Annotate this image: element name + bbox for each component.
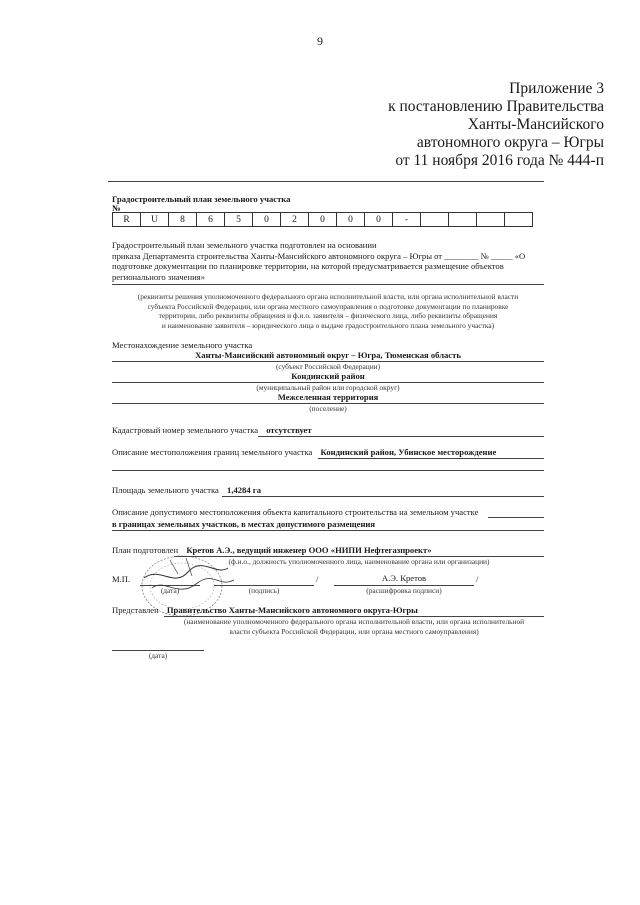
code-cell xyxy=(477,213,505,227)
presented-date-hint: (дата) xyxy=(148,651,168,660)
appendix-line: автономного округа – Югры xyxy=(416,134,604,151)
code-cell: - xyxy=(393,213,421,227)
basis-hint xyxy=(112,292,544,330)
location-district: Кондинский район xyxy=(291,371,365,381)
location-subject: Ханты-Мансийский автономный округ – Югра, Тюменская область xyxy=(195,350,461,360)
code-cell: R xyxy=(113,213,141,227)
page-number: 9 xyxy=(317,34,323,48)
basis-line: Градостроительный план земельного участка подготовлен на основании xyxy=(112,240,377,250)
prepared-hint: (ф.и.о., должность уполномоченного лица, наименование органа или организации) xyxy=(228,557,490,566)
code-cell: 0 xyxy=(337,213,365,227)
cadastral-label: Кадастровый номер земельного участка xyxy=(112,425,259,435)
basis-line: регионального значения» xyxy=(112,271,205,282)
code-cell xyxy=(449,213,477,227)
boundaries-label: Описание местоположения границ земельного участка xyxy=(112,447,313,457)
presented-hint xyxy=(164,617,544,636)
hint-line: (наименование уполномоченного федерального органа исполнительной власти, или органа исполнительной xyxy=(183,617,525,626)
hint-line: власти субъекта Российской Федерации, или органа местного самоуправления) xyxy=(229,626,479,636)
placement-value: в границах земельных участков, в местах допустимого размещения xyxy=(112,519,376,529)
divider xyxy=(488,517,544,518)
prepared-value: Кретов А.Э., ведущий инженер ООО «НИПИ Нефтегазпроект» xyxy=(186,545,432,555)
code-cell: 6 xyxy=(197,213,225,227)
presented-value: Правительство Ханты-Мансийского автономного округа-Югры xyxy=(166,605,418,615)
code-cell: 0 xyxy=(253,213,281,227)
cadastral-row xyxy=(112,425,312,436)
divider xyxy=(318,458,544,459)
hint-line: и наименование заявителя – юридического лица о выдаче градостроительного плана земельного участка) xyxy=(161,320,495,330)
divider xyxy=(112,530,544,531)
hint-line: субъекта Российской Федерации, или органа местного самоуправления о подготовке документации по планировке xyxy=(147,301,509,311)
divider xyxy=(112,470,544,471)
code-cell: 8 xyxy=(169,213,197,227)
code-cell: U xyxy=(141,213,169,227)
code-cell: 0 xyxy=(309,213,337,227)
divider xyxy=(222,496,544,497)
divider xyxy=(258,436,544,437)
code-cell: 5 xyxy=(225,213,253,227)
signer-hint: (расшифровка подписи) xyxy=(366,586,442,595)
appendix-line: к постановлению Правительства xyxy=(388,98,604,115)
appendix-line: от 11 ноября 2016 года № 444-п xyxy=(395,152,604,169)
slash-sep: / xyxy=(476,574,479,584)
appendix-header xyxy=(304,80,604,170)
gpzu-title: Градостроительный план земельного участка xyxy=(112,194,291,204)
basis-block xyxy=(112,240,544,282)
presented-label: Представлен xyxy=(112,605,159,615)
sign-hint: (подпись) xyxy=(248,586,280,595)
code-cell: 0 xyxy=(365,213,393,227)
divider xyxy=(112,284,544,285)
subject-hint: (субъект Российской Федерации) xyxy=(275,362,381,371)
location-label: Местонахождение земельного участка xyxy=(112,340,253,350)
placement-label: Описание допустимого местоположения объекта капитального строительства на земельном участке xyxy=(112,507,479,517)
appendix-line: Приложение 3 xyxy=(509,80,604,97)
boundaries-row xyxy=(112,447,496,458)
date-hint: (дата) xyxy=(160,586,180,595)
location-settlement: Межселенная территория xyxy=(277,392,379,402)
gpzu-number-label: № xyxy=(112,203,121,213)
district-hint: (муниципальный район или городской округ) xyxy=(256,383,400,392)
hint-line: территории, либо реквизиты обращения и ф.и.о. заявителя – физического лица, либо реквизиты обращения xyxy=(158,311,498,320)
appendix-line: Ханты-Мансийского xyxy=(467,116,604,133)
code-cell xyxy=(505,213,533,227)
signer-name: А.Э. Кретов xyxy=(381,573,427,583)
area-row xyxy=(112,485,261,496)
slash-sep: / xyxy=(316,574,319,584)
presented-row xyxy=(112,605,418,616)
cadastral-value: отсутствует xyxy=(266,425,312,435)
area-value: 1,4284 га xyxy=(227,485,261,495)
hint-line: (реквизиты решения уполномоченного федерального органа исполнительной власти, или органа исполнительной власти xyxy=(137,292,519,301)
code-cell xyxy=(421,213,449,227)
mp-label: М.П. xyxy=(112,574,131,584)
boundaries-value: Кондинский район, Убинское месторождение xyxy=(320,447,497,457)
code-cell: 2 xyxy=(281,213,309,227)
divider xyxy=(108,181,544,182)
basis-line: подготовке документации по планировке территории, на которой предусматривается размещение объектов xyxy=(112,261,504,271)
gpzu-code-grid xyxy=(112,212,533,227)
settlement-hint: (поселение) xyxy=(309,404,347,413)
basis-line: приказа Департамента строительства Ханты-Мансийского автономного округа – Югры от ________ № _____ «О xyxy=(112,250,526,261)
prepared-label: План подготовлен xyxy=(112,545,179,555)
area-label: Площадь земельного участка xyxy=(112,485,219,495)
